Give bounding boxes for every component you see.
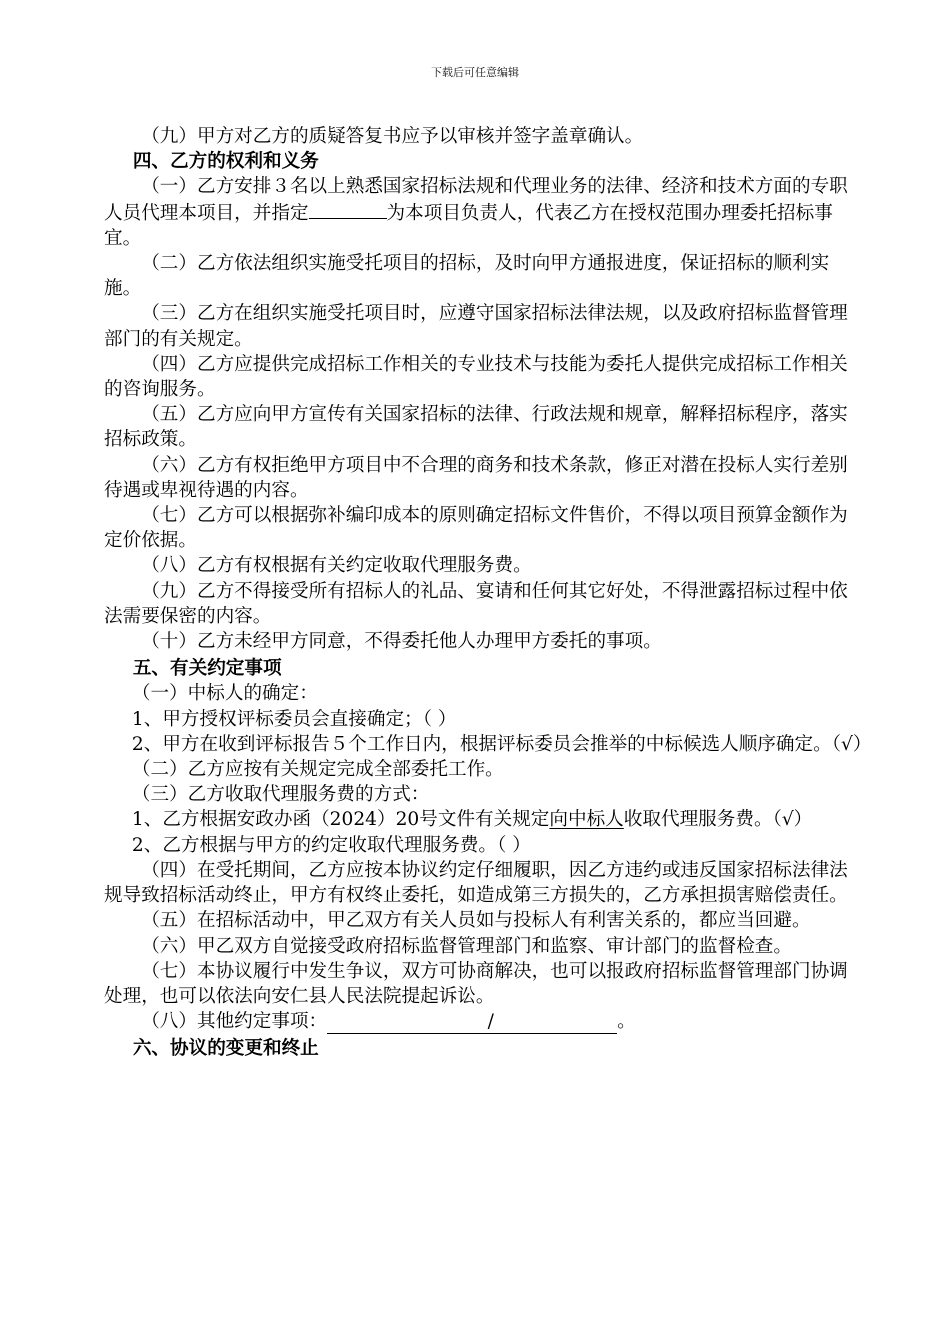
other-matters-fill: /	[327, 1011, 617, 1034]
clause-5-3-1-text-a: 1、乙方根据安政办函（2024）20号文件有关规定	[131, 809, 550, 831]
section-4-title: 四、乙方的权利和义务	[132, 151, 319, 173]
clause-4-7: （七）乙方可以根据弥补编印成本的原则确定招标文件售价，不得以项目预算金额作为定价依据。	[104, 505, 848, 552]
clause-4-10: （十）乙方未经甲方同意，不得委托他人办理甲方委托的事项。	[141, 631, 662, 653]
clause-5-4: （四）在受托期间，乙方应按本协议约定仔细履职，因乙方违约或违反国家招标法律法规导致招标活动终止，甲方有权终止委托，如造成第三方损失的，乙方承担损害赔偿责任。	[104, 859, 848, 907]
clause-4-8: （八）乙方有权根据有关约定收取代理服务费。	[141, 555, 532, 577]
clause-5-2: （二）乙方应按有关规定完成全部委托工作。	[131, 759, 504, 781]
clause-4-1-text-a: （一）乙方安排３名以上熟悉国家招标法规和代理业务的法律、经济和技术方面的专职人员代理本项目，并指定	[104, 176, 848, 224]
clause-5-6: （六）甲乙双方自觉接受政府招标监督管理部门和监察、审计部门的监督检查。	[141, 935, 792, 957]
clause-5-3-1-underlined: 向中标人	[549, 809, 624, 831]
clause-5-7: （七）本协议履行中发生争议，双方可协商解决，也可以报政府招标监督管理部门协调处理，也可以依法向安仁县人民法院提起诉讼。	[104, 960, 848, 1007]
responsible-person-blank	[309, 200, 387, 219]
clause-5-5: （五）在招标活动中，甲乙双方有关人员如与投标人有利害关系的，都应当回避。	[141, 910, 811, 932]
clause-3-9: （九）甲方对乙方的质疑答复书应予以审核并签字盖章确认。	[141, 126, 644, 147]
section-5-title: 五、有关约定事项	[132, 658, 282, 680]
clause-5-3-1	[104, 807, 864, 832]
clause-4-2: （二）乙方依法组织实施受托项目的招标，及时向甲方通报进度，保证招标的顺利实施。	[104, 253, 830, 300]
clause-4-9: （九）乙方不得接受所有招标人的礼品、宴请和任何其它好处，不得泄露招标过程中依法需要保密的内容。	[104, 580, 848, 627]
document-body	[104, 124, 872, 1062]
clause-5-8-end: 。	[617, 1011, 636, 1033]
clause-5-3-2: 2、乙方根据与甲方的约定收取代理服务费。（ ）	[131, 834, 531, 856]
clause-4-6: （六）乙方有权拒绝甲方项目中不合理的商务和技术条款，修正对潜在投标人实行差别待遇或卑视待遇的内容。	[104, 454, 848, 501]
clause-5-1: （一）中标人的确定：	[131, 683, 318, 705]
clause-4-3: （三）乙方在组织实施受托项目时，应遵守国家招标法律法规，以及政府招标监督管理部门的有关规定。	[104, 303, 848, 350]
page-header: 下载后可任意编辑	[431, 66, 519, 79]
clause-5-8-text: （八）其他约定事项：	[141, 1011, 328, 1033]
clause-4-5: （五）乙方应向甲方宣传有关国家招标的法律、行政法规和规章，解释招标程序，落实招标政策。	[104, 404, 848, 451]
clause-4-1	[104, 174, 864, 251]
clause-5-1-1: 1、甲方授权评标委员会直接确定；（ ）	[131, 708, 457, 730]
clause-4-1-text-b: 为本项目负责人，代表乙方在授权范围办理委托招标事宜。	[104, 202, 833, 249]
clause-5-3-1-text-b: 收取代理服务费。（√）	[623, 809, 813, 831]
section-6-title: 六、协议的变更和终止	[132, 1038, 319, 1060]
clause-4-4: （四）乙方应提供完成招标工作相关的专业技术与技能为委托人提供完成招标工作相关的咨询服务。	[104, 353, 848, 401]
clause-5-1-2: 2、甲方在收到评标报告５个工作日内，根据评标委员会推举的中标候选人顺序确定。（√）	[131, 733, 872, 755]
clause-5-8	[104, 1009, 864, 1034]
clause-5-3: （三）乙方收取代理服务费的方式：	[131, 784, 430, 806]
